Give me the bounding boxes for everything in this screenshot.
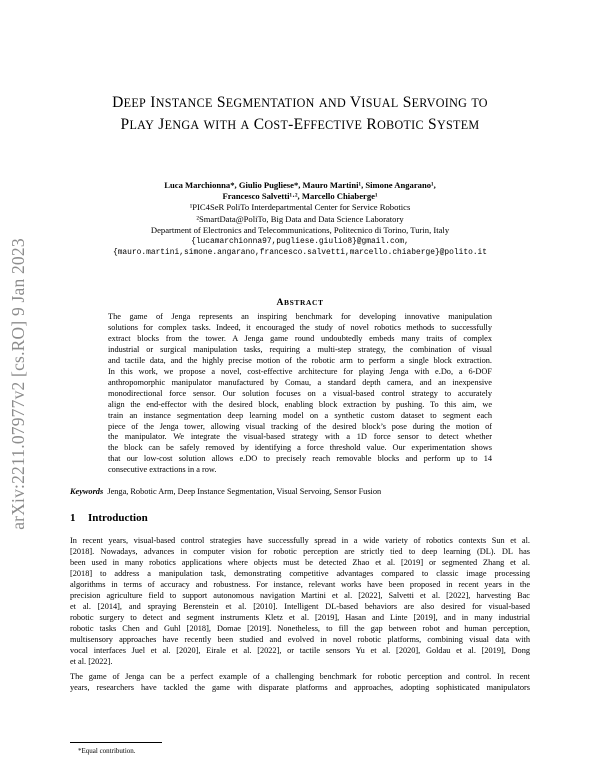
title-line-1: DEEP INSTANCE SEGMENTATION AND VISUAL SERVOING TO bbox=[112, 94, 488, 111]
abstract-heading: ABSTRACT bbox=[276, 297, 324, 308]
section-title: Introduction bbox=[88, 512, 148, 524]
email-line-2[interactable]: {mauro.martini,simone.angarano,francesco.salvetti,marcello.chiaberge}@polito.it bbox=[112, 248, 488, 258]
keywords-label: Keywords bbox=[70, 487, 104, 496]
section-heading bbox=[70, 512, 148, 524]
abstract-line: the block can be safely removed by identifying a force threshold value. Our experimentation shows bbox=[108, 443, 492, 453]
abstract-line: consecutive extractions in a row. bbox=[108, 465, 217, 475]
paper-title bbox=[70, 92, 530, 136]
intro-p1-line: multisensory approaches have recently been studied and evolved in novel robotic platforms, combining visual data with bbox=[70, 635, 530, 644]
intro-p1-line: vocal interfaces Juel et al. [2020], Eirale et al. [2022], or tactile sensors Yu et al. [2020], Goldau et al. [2019], Dong bbox=[70, 646, 530, 655]
intro-p1-line: precision agriculture field to support autonomous navigation Martini et al. [2022], Salvetti et al. [2022], harvesting Bac bbox=[70, 591, 530, 600]
author-names-line-1: Luca Marchionna*, Giulio Pugliese*, Mauro Martini¹, Simone Angarano¹, bbox=[164, 180, 436, 190]
intro-p1-line: In recent years, visual-based control strategies have successfully spread in a wide variety of robotics contexts Sun et al. bbox=[70, 536, 530, 545]
abstract-line: align the end-effector with the desired block, enabling block extraction by pushing. To this aim, we bbox=[108, 399, 492, 409]
intro-p2-line: The game of Jenga can be a perfect example of a challenging benchmark for robotic perception and control. In recent bbox=[70, 672, 530, 681]
abstract-body bbox=[108, 312, 492, 476]
email-line-1[interactable]: {lucamarchionna97,pugliese.giulio8}@gmail.com, bbox=[191, 237, 409, 247]
abstract-line: train an instance segmentation deep learning model on a synthetic custom dataset to segment each bbox=[108, 410, 492, 420]
department: Department of Electronics and Telecommunications, Politecnico di Torino, Turin, Italy bbox=[150, 224, 450, 235]
footnote-rule bbox=[70, 742, 162, 743]
intro-p1-line: robotic tasks Chen and Guhl [2018], Domae [2019]. Nonetheless, to fill the gap between robot and human perception, bbox=[70, 624, 530, 633]
introduction-body bbox=[70, 535, 530, 693]
intro-p1-line: [2018] to address a manipulation task, demonstrating competitive advantages compared to classic image processing bbox=[70, 569, 530, 578]
abstract-line: extract blocks from the tower. A Jenga game round undoubtedly embeds many traits of complex bbox=[108, 333, 492, 343]
intro-p1-line: been used in many robotics applications where objects must be detected Zhao et al. [2019] or segmented Zhang et al. bbox=[70, 558, 530, 567]
abstract-line: the manipulator. We integrate the visual-based strategy with a 1D force sensor to detect whether bbox=[108, 432, 492, 442]
abstract-line: and tactile data, and the highly precise motion of the robotic arm to perform a single block extraction. bbox=[108, 355, 492, 365]
arxiv-identifier: arXiv:2211.07977v2 [cs.RO] 9 Jan 2023 bbox=[8, 238, 28, 530]
intro-paragraph-2 bbox=[70, 671, 530, 693]
intro-p1-line: et al. [2022]. bbox=[70, 657, 113, 666]
title-line-2: PLAY JENGA WITH A COST-EFFECTIVE ROBOTIC SYSTEM bbox=[120, 116, 480, 133]
intro-p1-line: algorithms in terms of accuracy and robustness. For instance, relevant works have been proposed in recent years in the bbox=[70, 580, 530, 589]
footnote: *Equal contribution. bbox=[78, 747, 136, 755]
author-names-line-2: Francesco Salvetti¹·², Marcello Chiaberge¹ bbox=[222, 191, 378, 202]
affiliation-2: ²SmartData@PoliTo, Big Data and Data Science Laboratory bbox=[196, 213, 404, 224]
keywords-text: Jenga, Robotic Arm, Deep Instance Segmentation, Visual Servoing, Sensor Fusion bbox=[107, 487, 382, 496]
intro-p1-line: robotic surgery to detect and segment instruments Kletz et al. [2019], Hasan and Linte [2019], and in many industrial bbox=[70, 613, 530, 622]
intro-p1-line: et al. [2014], and spraying Berenstein et al. [2010]. Intelligent DL-based behaviors are also desired for visual-based bbox=[70, 602, 530, 611]
intro-paragraph-1 bbox=[70, 535, 530, 667]
abstract-line: that our low-cost solution allows e.DO to precisely reach removable blocks and perform up to 14 bbox=[108, 454, 492, 464]
section-number: 1 bbox=[70, 512, 76, 524]
abstract-line: The game of Jenga represents an inspiring benchmark for developing innovative manipulation bbox=[108, 312, 492, 321]
abstract-line: In this work, we propose a novel, cost-effective architecture for playing Jenga with e.Do, a 6-DOF bbox=[108, 366, 492, 376]
abstract-line: solutions for complex tasks. Indeed, it encouraged the study of novel robotics methods to successfully bbox=[108, 322, 492, 332]
intro-p1-line: [2018]. Nowadays, advances in computer vision for robotic perception are strictly tied to deep learning (DL). DL has bbox=[70, 547, 530, 556]
abstract-line: piece of the Jenga tower, allowing visual tracking of the desired block’s pose during the motion of bbox=[108, 421, 492, 431]
intro-p2-line: years, researchers have tackled the game with disparate platforms and approaches, adopting sophisticated manipulators bbox=[70, 683, 530, 692]
author-block bbox=[70, 180, 530, 258]
abstract-line: monodirectional force sensor. Our solution focuses on a visual-based control strategy to accurately bbox=[108, 388, 492, 398]
abstract-line: anthropomorphic manipulator manufactured by Comau, a standard depth camera, and an inexpensive bbox=[108, 377, 492, 387]
affiliation-1: ¹PIC4SeR PoliTo Interdepartmental Center for Service Robotics bbox=[189, 202, 411, 213]
keywords-line bbox=[70, 487, 530, 496]
abstract-line: industrial or surgical manipulation tasks, requiring a multi-step strategy, the combination of visual bbox=[108, 344, 492, 354]
